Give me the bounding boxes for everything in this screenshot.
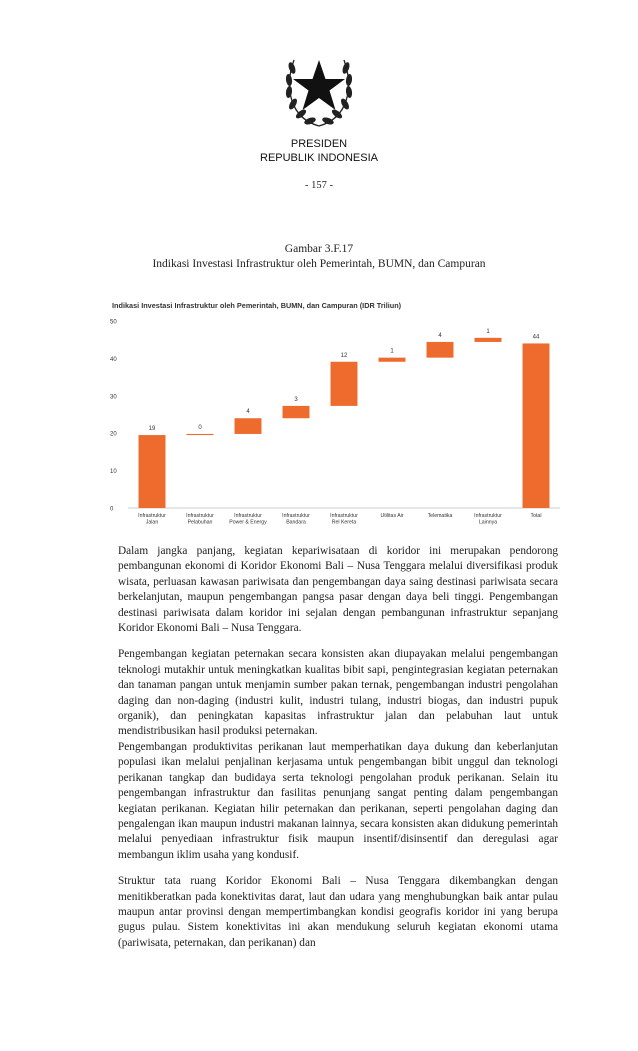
y-tick-label: 40 [110,356,117,363]
x-tick-label: Telematika [427,513,453,519]
chart-bar [475,338,502,342]
page-number: - 157 - [305,180,333,191]
paragraph-spatial-structure: Struktur tata ruang Koridor Ekonomi Bali – Nusa Tenggara dikembangkan dengan menitikberatkan pada konektivitas darat, laut dan udara yang menghubungkan baik antar pulau maupun antar provinsi dengan mempertimbangkan kondisi geografis koridor ini yang berupa gugus pulau. Sistem konektivitas ini akan mendukung seluruh kegiatan ekonomi utama (pariwisata, peternakan, dan perikanan) dan [118,875,558,949]
x-tick-label: Infrastruktur [282,513,310,519]
y-tick-label: 20 [110,431,117,438]
chart-bar [235,418,262,434]
chart-value-label: 12 [340,352,348,359]
figure-label: Gambar 3.F.17 [284,243,354,255]
chart-axes [110,320,560,513]
chart-bar [331,362,358,406]
presidential-emblem-icon [280,42,358,132]
chart-bar [139,435,166,508]
chart-bars [139,338,550,508]
paragraph-fisheries: Pengembangan produktivitas perikanan laut memperhatikan daya dukung dan keberlanjutan populasi ikan melalui penjalinan kerjasama untuk pengembangan bibit unggul dan teknologi perikanan tangkap dan budidaya serta teknologi pengolahan produk perikanan. Selain itu pengembangan infrastruktur dan fasilitas penunjang sangat penting dalam pengembangan kegiatan perikanan. Kegiatan hilir peternakan dan perikanan, seperti pengolahan daging dan pengalengan ikan maupun industri makanan lainnya, secara konsisten akan didukung pemerintah melalui penyediaan infrastruktur fisik maupun insentif/disinsentif dan deregulasi agar membangun iklim usaha yang kondusif. [118,740,558,861]
x-tick-label: Total [530,513,542,519]
x-tick-label: Infrastruktur [138,513,166,519]
x-tick-label: Infrastruktur [330,513,358,519]
chart-bar [283,406,310,418]
chart-title: Indikasi Investasi Infrastruktur oleh Pemerintah, BUMN, dan Campuran (IDR Triliun) [112,301,402,310]
chart-value-label: 44 [532,334,540,341]
x-tick-label: Bandara [286,519,306,526]
chart-bar [379,358,406,362]
y-tick-label: 0 [110,506,114,513]
x-tick-label: Pelabuhan [187,519,213,526]
x-tick-label: Power & Energy [229,519,267,526]
chart-value-label: 19 [148,426,156,433]
body-text [118,544,558,951]
chart-value-label: 0 [198,424,202,431]
chart-bar [427,342,454,358]
x-tick-label: Utilitas Air [380,513,404,519]
paragraph-tourism: Dalam jangka panjang, kegiatan kepariwisataan di koridor ini merupakan pendorong pembangunan ekonomi di Koridor Ekonomi Bali – Nusa Tenggara melalui diversifikasi produk wisata, perluasan kawasan pariwisata dan pengembangan daya saing destinasi pariwisata secara berkelanjutan, maupun pengembangan pangsa pasar dengan daya beli tinggi. Pengembangan destinasi pariwisata dalam koridor ini sejalan dengan pembangunan infrastruktur sepanjang Koridor Ekonomi Bali – Nusa Tenggara. [118,545,558,635]
chart-bar [523,343,550,508]
y-tick-label: 30 [110,394,117,401]
x-tick-label: Rel Kereta [331,519,357,526]
waterfall-chart [108,297,564,529]
chart-value-label: 4 [438,332,442,339]
chart-x-tick-labels [138,513,541,526]
y-tick-label: 10 [110,469,117,476]
header-title-republic: REPUBLIK INDONESIA [260,152,378,164]
y-tick-label: 50 [110,319,117,326]
x-tick-label: Lainnya [478,519,498,526]
chart-value-label: 1 [486,328,490,335]
chart-bar [187,434,214,435]
x-tick-label: Jalan [145,519,159,526]
x-tick-label: Infrastruktur [234,513,262,519]
chart-value-label: 1 [390,348,394,355]
chart-value-label: 3 [294,396,298,403]
paragraph-livestock: Pengembangan kegiatan peternakan secara konsisten akan diupayakan melalui pengembangan teknologi mutakhir untuk meningkatkan kualitas bibit sapi, pengintegrasian kegiatan peternakan dan tanaman pangan untuk menjamin sumber pakan ternak, pengembangan industri pengolahan daging dan non-daging (industri kulit, industri tulang, industri biogas, dan industri pupuk organik), dan peningkatan kapasitas infrastruktur jalan dan pelabuhan laut untuk mendistribusikan hasil produksi peternakan. [118,648,558,738]
x-tick-label: Infrastruktur [474,513,502,519]
header-title-president: PRESIDEN [290,138,348,150]
chart-value-label: 4 [246,409,250,416]
figure-caption: Indikasi Investasi Infrastruktur oleh Pemerintah, BUMN, dan Campuran [152,258,486,270]
x-tick-label: Infrastruktur [186,513,214,519]
